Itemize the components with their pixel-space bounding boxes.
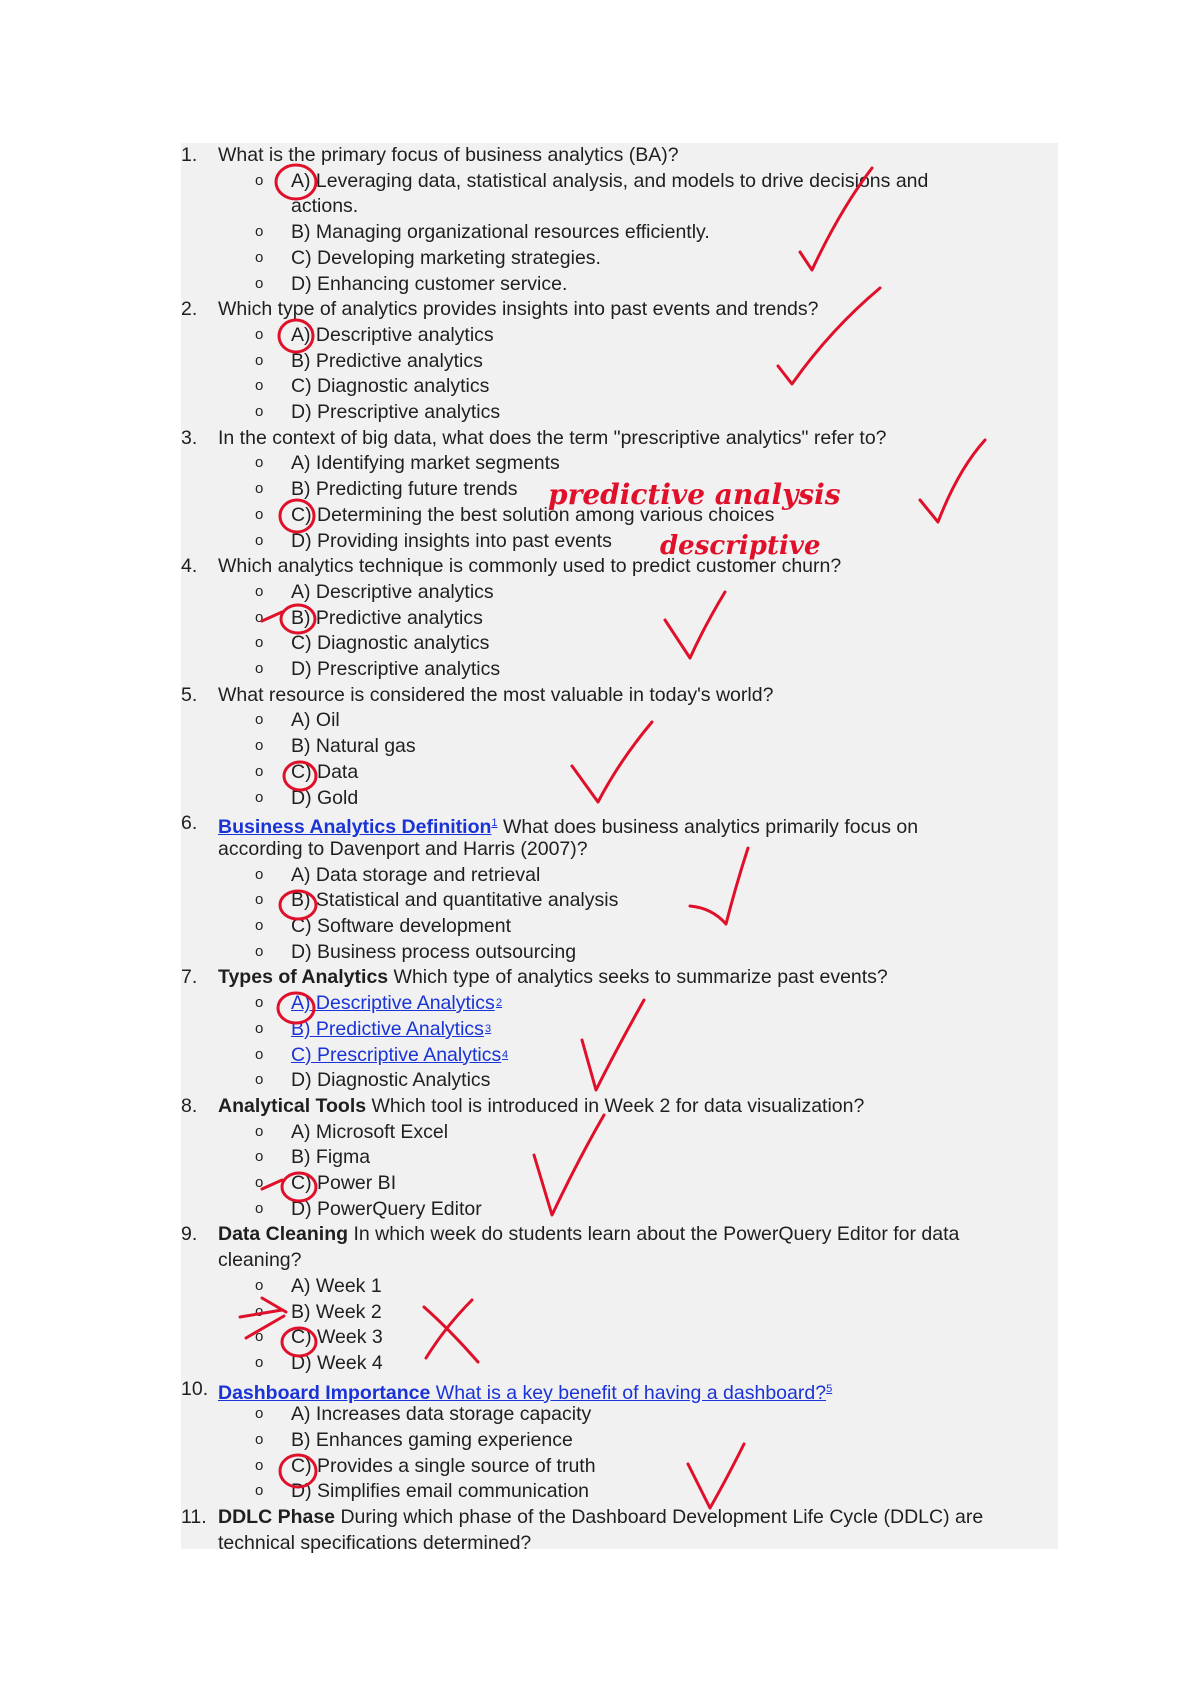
bullet-marker: o	[255, 737, 264, 755]
option-text: B) Predictive analytics	[291, 349, 483, 372]
bullet-marker: o	[255, 274, 264, 292]
option-text: B) Week 2	[291, 1300, 382, 1323]
handwritten-note-predictive: predictive analysis	[548, 478, 841, 511]
question-body: Which tool is introduced in Week 2 for data visualization?	[366, 1094, 865, 1117]
question-topic-link[interactable]: Dashboard Importance	[218, 1381, 431, 1404]
bullet-marker: o	[255, 891, 264, 909]
question-text	[218, 297, 819, 321]
option-text: D) Prescriptive analytics	[291, 401, 501, 423]
footnote-ref[interactable]: 4	[502, 1048, 509, 1061]
option-text: C) Software development	[291, 915, 512, 937]
option-text: B) Statistical and quantitative analysis	[291, 889, 619, 912]
bullet-marker: o	[255, 531, 264, 549]
handwritten-note-descriptive: descriptive	[660, 531, 821, 561]
question-body: What is the primary focus of business analytics (BA)?	[218, 144, 679, 166]
footnote-ref[interactable]: 5	[826, 1382, 833, 1395]
bullet-marker: o	[255, 325, 264, 343]
bullet-marker: o	[255, 1302, 264, 1320]
bullet-marker: o	[255, 1148, 264, 1166]
bullet-marker: o	[255, 788, 264, 806]
question-text	[218, 1531, 531, 1555]
question-text	[218, 1377, 832, 1405]
bullet-marker: o	[255, 1199, 264, 1217]
bullet-marker: o	[255, 865, 264, 883]
question-body: What resource is considered the most valuable in today's world?	[218, 683, 774, 706]
question-body: In the context of big data, what does the term "prescriptive analytics" refer to?	[218, 426, 887, 449]
bullet-marker: o	[255, 1405, 264, 1423]
question-text	[218, 811, 918, 839]
question-topic: Analytical Tools	[218, 1094, 367, 1117]
question-topic-link[interactable]: Business Analytics Definition	[218, 816, 492, 839]
bullet-marker: o	[255, 1122, 264, 1140]
question-topic: Types of Analytics	[218, 966, 389, 989]
question-number: 1.	[181, 144, 198, 166]
option-text: C) Determining the best solution among various choices	[291, 503, 775, 526]
bullet-marker: o	[255, 917, 264, 934]
question-number: 4.	[181, 555, 198, 578]
option-link[interactable]: A) Descriptive Analytics	[291, 992, 495, 1015]
question-body: What does business analytics primarily focus on	[497, 816, 919, 839]
bullet-marker: o	[255, 1276, 264, 1294]
bullet-marker: o	[255, 480, 264, 498]
question-number: 3.	[181, 426, 198, 449]
question-number: 11.	[181, 1506, 207, 1529]
question-text-link[interactable]: What is a key benefit of having a dashboard?	[430, 1381, 827, 1404]
option-link[interactable]: B) Predictive Analytics	[291, 1017, 484, 1040]
option-text: B) Enhances gaming experience	[291, 1429, 573, 1451]
question-body: according to Davenport and Harris (2007)?	[218, 837, 588, 860]
question-body: Which type of analytics seeks to summarize past events?	[388, 966, 888, 989]
bullet-marker: o	[255, 403, 264, 420]
question-number: 8.	[181, 1094, 198, 1117]
question-text	[218, 683, 773, 707]
question-body: In which week do students learn about the PowerQuery Editor for data	[348, 1223, 960, 1246]
footnote-ref[interactable]: 1	[491, 817, 498, 830]
bullet-marker: o	[255, 1328, 264, 1346]
option-text: D) PowerQuery Editor	[291, 1197, 482, 1220]
option-text: A) Identifying market segments	[291, 452, 560, 475]
question-text	[218, 1222, 959, 1246]
question-body: Which type of analytics provides insights into past events and trends?	[218, 298, 819, 321]
bullet-marker: o	[255, 1071, 264, 1089]
option-text: B) Predictive analytics	[291, 606, 483, 629]
option-text: C) Developing marketing strategies.	[291, 246, 601, 269]
option-text: D) Gold	[291, 786, 359, 809]
question-text	[218, 143, 679, 167]
option-text: C) Diagnostic analytics	[291, 375, 490, 398]
question-number: 2.	[181, 298, 198, 321]
option-text: A) Descriptive analytics	[291, 580, 494, 603]
option-text: A) Leveraging data, statistical analysis, and models to drive decisions and	[291, 169, 929, 192]
question-body: Which analytics technique is commonly used to predict customer churn?	[218, 555, 842, 578]
option-text: B) Figma	[291, 1146, 371, 1169]
option-text: D) Prescriptive analytics	[291, 658, 501, 680]
footnote-ref[interactable]: 3	[485, 1022, 492, 1035]
bullet-marker: o	[255, 1174, 264, 1191]
option-text: A) Microsoft Excel	[291, 1120, 449, 1143]
option-text: A) Data storage and retrieval	[291, 863, 541, 886]
option-text: A) Increases data storage capacity	[291, 1403, 592, 1426]
option-text: C) Diagnostic analytics	[291, 632, 490, 655]
option-text: A) Oil	[291, 709, 340, 732]
option-text: C) Week 3	[291, 1326, 383, 1349]
bullet-marker: o	[255, 505, 264, 523]
option-text: C) Data	[291, 760, 359, 783]
bullet-marker: o	[255, 171, 264, 189]
bullet-marker: o	[255, 608, 264, 626]
question-text	[218, 1505, 983, 1529]
bullet-marker: o	[255, 1456, 264, 1474]
bullet-marker: o	[255, 377, 264, 395]
question-text	[218, 965, 888, 989]
question-topic: DDLC Phase	[218, 1506, 336, 1529]
bullet-marker: o	[255, 942, 264, 960]
question-text	[218, 426, 887, 450]
question-text	[218, 837, 588, 861]
bullet-marker: o	[255, 223, 264, 241]
question-body: cleaning?	[218, 1249, 302, 1272]
option-text: D) Week 4	[291, 1351, 383, 1374]
bullet-marker: o	[255, 1431, 264, 1448]
bullet-marker: o	[255, 454, 264, 472]
bullet-marker: o	[255, 1353, 264, 1371]
question-body: technical specifications determined?	[218, 1531, 532, 1554]
option-text: A) Descriptive analytics	[291, 323, 494, 346]
question-text	[218, 1248, 301, 1272]
question-number: 7.	[181, 966, 198, 989]
option-text: D) Enhancing customer service.	[291, 272, 568, 295]
question-text	[218, 554, 841, 578]
question-number: 10.	[181, 1377, 209, 1400]
option-text: B) Managing organizational resources efficiently.	[291, 221, 710, 244]
option-text: D) Providing insights into past events	[291, 529, 612, 552]
option-text: B) Predicting future trends	[291, 478, 518, 501]
footnote-ref[interactable]: 2	[496, 997, 503, 1010]
bullet-marker: o	[255, 634, 264, 652]
question-text	[218, 1094, 864, 1118]
bullet-marker: o	[255, 762, 264, 780]
bullet-marker: o	[255, 1019, 264, 1037]
option-text: D) Simplifies email communication	[291, 1480, 590, 1503]
bullet-marker: o	[255, 711, 264, 729]
option-text: B) Natural gas	[291, 735, 416, 758]
bullet-marker: o	[255, 660, 264, 677]
bullet-marker: o	[255, 994, 264, 1012]
option-text: A) Week 1	[291, 1274, 382, 1297]
bullet-marker: o	[255, 248, 264, 266]
question-number: 9.	[181, 1223, 198, 1246]
option-text: D) Business process outsourcing	[291, 940, 577, 963]
bullet-marker: o	[255, 1045, 264, 1063]
option-text: C) Provides a single source of truth	[291, 1454, 596, 1477]
bullet-marker: o	[255, 1482, 264, 1500]
question-body: During which phase of the Dashboard Development Life Cycle (DDLC) are	[335, 1506, 984, 1529]
bullet-marker: o	[255, 351, 264, 369]
option-text: C) Power BI	[291, 1172, 397, 1194]
quiz-content	[181, 143, 1058, 1554]
option-text: D) Diagnostic Analytics	[291, 1069, 491, 1092]
question-number: 5.	[181, 683, 198, 706]
option-text: actions.	[291, 195, 359, 218]
bullet-marker: o	[255, 582, 264, 600]
question-number: 6.	[181, 812, 198, 835]
question-topic: Data Cleaning	[218, 1223, 349, 1246]
option-link[interactable]: C) Prescriptive Analytics	[291, 1043, 502, 1066]
